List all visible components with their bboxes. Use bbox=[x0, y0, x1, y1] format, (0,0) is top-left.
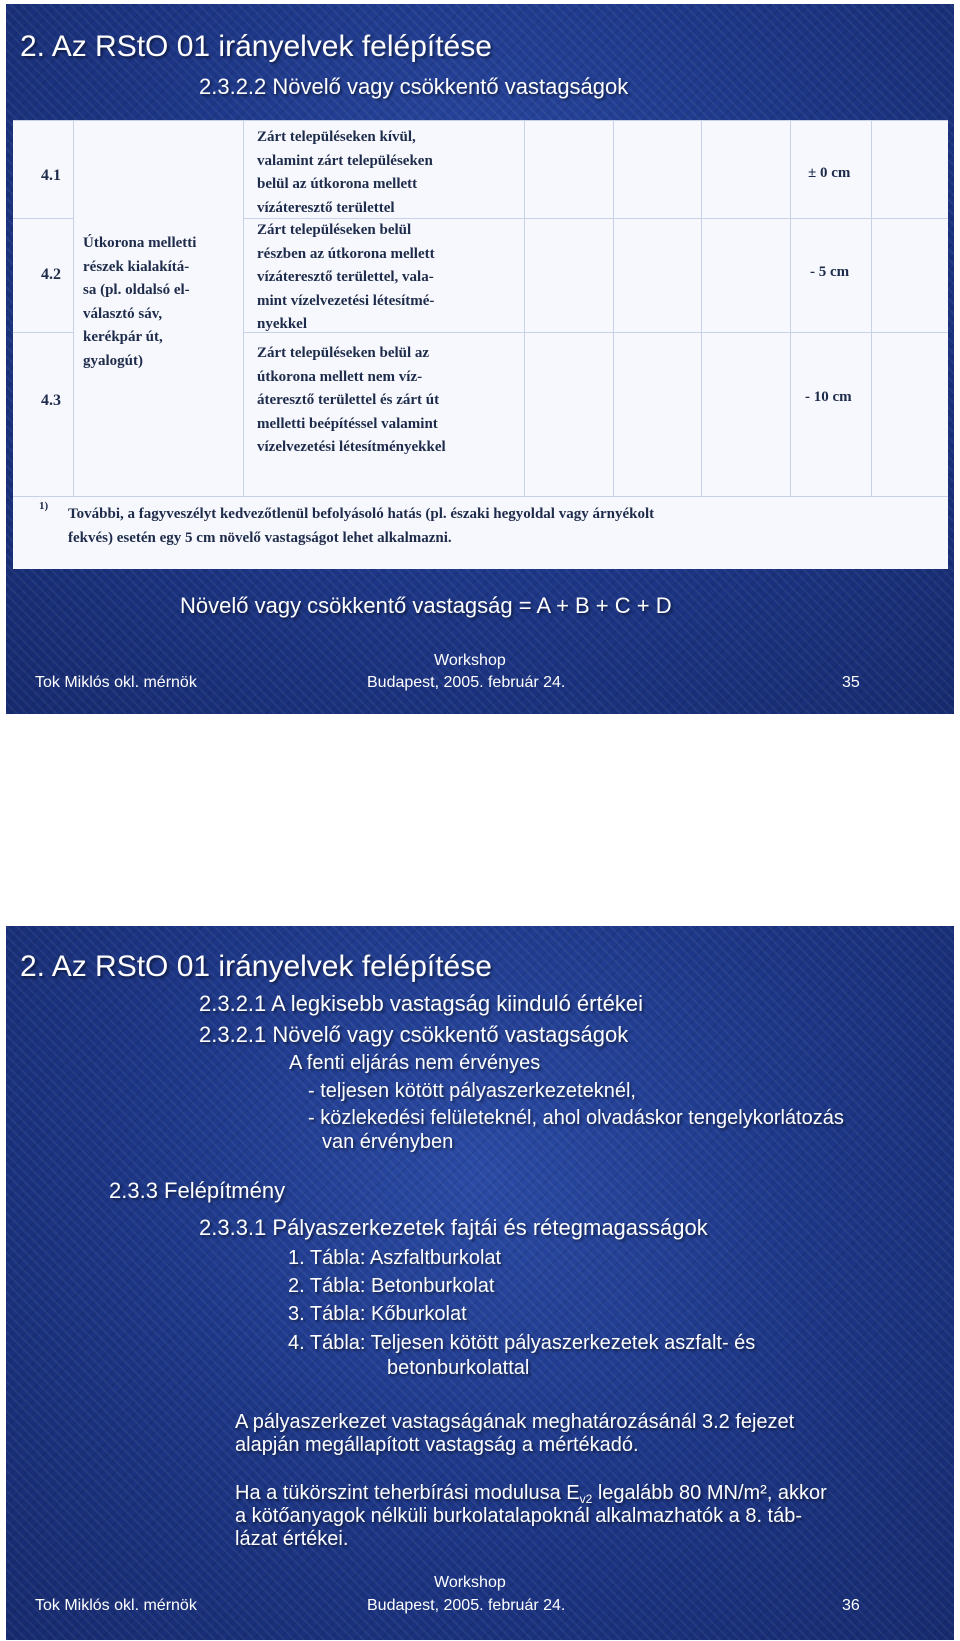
footer-date: Budapest, 2005. február 24. bbox=[367, 1597, 566, 1614]
paragraph-line: alapján megállapított vastagság a mértékadó. bbox=[235, 1434, 639, 1456]
row-description: Zárt településeken belül részben az útkorona mellett vízáteresztő területtel, vala- mint vízelvezetési létesítmé- nyekkel bbox=[257, 222, 435, 332]
outline-line: A fenti eljárás nem érvényes bbox=[289, 1052, 541, 1074]
footer-author: Tok Miklós okl. mérnök bbox=[35, 1597, 197, 1614]
footer-date: Budapest, 2005. február 24. bbox=[367, 674, 566, 691]
outline-line: 2.3.3.1 Pályaszerkezetek fajtái és rétegmagasságok bbox=[199, 1215, 708, 1240]
footer-event: Workshop bbox=[434, 652, 506, 669]
paragraph-line: A pályaszerkezet vastagságának meghatározásánál 3.2 fejezet bbox=[235, 1411, 795, 1433]
table-list-item: 2. Tábla: Betonburkolat bbox=[288, 1275, 495, 1297]
table-list-item: 4. Tábla: Teljesen kötött pályaszerkezetek aszfalt- és bbox=[288, 1332, 756, 1354]
slide-title: 2. Az RStO 01 irányelvek felépítése bbox=[20, 30, 492, 63]
slide-36 bbox=[6, 926, 954, 1640]
row-description: Zárt településeken belül az útkorona mellett nem víz- áteresztő területtel és zárt út melletti beépítéssel valamint vízelvezetési létesítményekkel bbox=[257, 345, 446, 455]
outline-line: 2.3.2.1 A legkisebb vastagság kiinduló értékei bbox=[199, 991, 643, 1016]
row-number: 4.2 bbox=[41, 266, 61, 283]
paragraph-line: Ha a tükörszint teherbírási modulusa $E_{v2}$ legalább 80 MN/m², akkor bbox=[235, 1482, 827, 1506]
slide-subtitle: 2.3.2.2 Növelő vagy csökkentő vastagságok bbox=[199, 74, 629, 99]
row-number: 4.3 bbox=[41, 392, 61, 409]
row-description: Zárt településeken kívül, valamint zárt településeken belül az útkorona mellett vízáteresztő területtel bbox=[257, 129, 433, 216]
group-label: Útkorona melletti részek kialakítá- sa (pl. oldalsó el- választó sáv, kerékpár út, gyalogút) bbox=[83, 235, 197, 369]
footnote-mark: 1) bbox=[39, 500, 49, 512]
thickness-value: - 5 cm bbox=[810, 264, 850, 280]
footer-event: Workshop bbox=[434, 1574, 506, 1591]
outline-line: 2.3.2.1 Növelő vagy csökkentő vastagságok bbox=[199, 1022, 629, 1047]
table-list-item-continued: betonburkolattal bbox=[387, 1357, 530, 1379]
slide-35 bbox=[6, 4, 954, 714]
outline-line: van érvényben bbox=[322, 1131, 454, 1153]
thickness-value: - 10 cm bbox=[805, 389, 852, 405]
footnote: További, a fagyveszélyt kedvezőtlenül befolyásoló hatás (pl. északi hegyoldal vagy árnyékolt fekvés) esetén egy 5 cm növelő vastagságot lehet alkalmazni. bbox=[68, 506, 655, 546]
page-number: 35 bbox=[842, 674, 860, 691]
footer-author: Tok Miklós okl. mérnök bbox=[35, 674, 197, 691]
paragraph-line: a kötőanyagok nélküli burkolatalapoknál alkalmazhatók a 8. táb- bbox=[235, 1505, 803, 1527]
formula: Növelő vagy csökkentő vastagság = A + B + C + D bbox=[180, 593, 672, 618]
table-list-item: 3. Tábla: Kőburkolat bbox=[288, 1303, 467, 1325]
page-number: 36 bbox=[842, 1597, 860, 1614]
outline-line: - közlekedési felületeknél, ahol olvadáskor tengelykorlátozás bbox=[308, 1107, 844, 1129]
outline-line: 2.3.3 Felépítmény bbox=[109, 1178, 286, 1203]
paragraph-line: lázat értékei. bbox=[235, 1528, 349, 1550]
table-list-item: 1. Tábla: Aszfaltburkolat bbox=[288, 1247, 502, 1269]
outline-line: - teljesen kötött pályaszerkezeteknél, bbox=[308, 1080, 636, 1102]
scanned-table-image bbox=[13, 120, 948, 569]
thickness-value: ± 0 cm bbox=[808, 165, 851, 181]
row-number: 4.1 bbox=[41, 167, 61, 184]
slide-title: 2. Az RStO 01 irányelvek felépítése bbox=[20, 950, 492, 983]
